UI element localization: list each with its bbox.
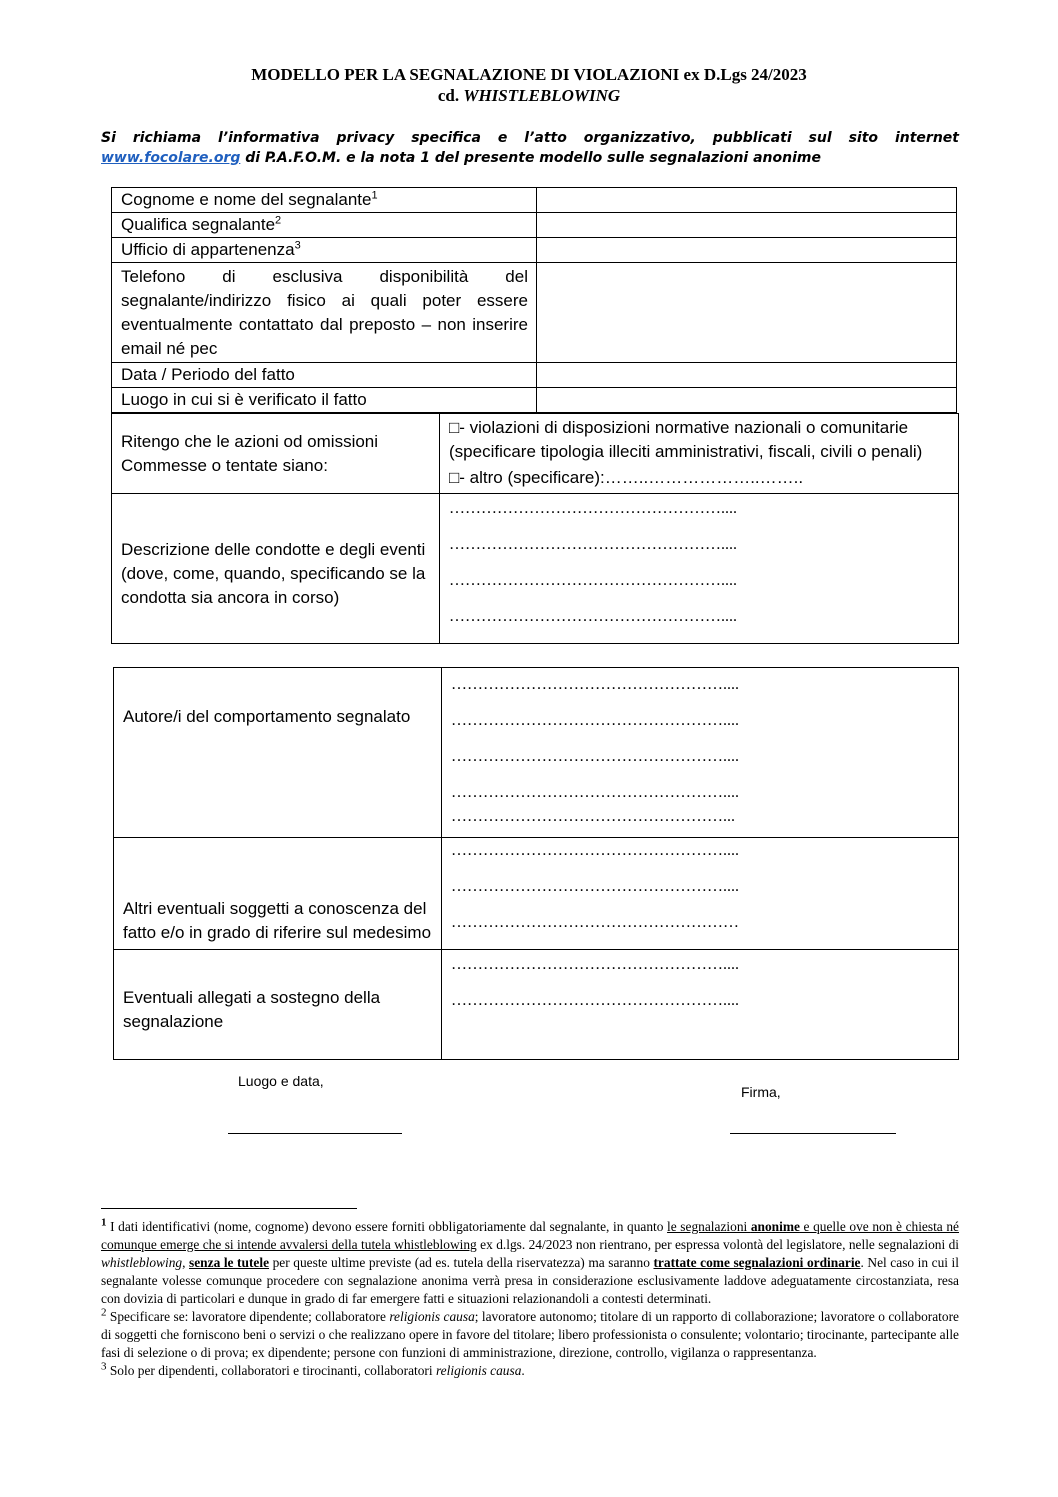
field-date[interactable] bbox=[537, 363, 957, 388]
privacy-notice-line-1: Si richiama l’informativa privacy specifica e l’atto organizzativo, pubblicati sul sito internet bbox=[101, 130, 959, 146]
signature-label: Firma, bbox=[741, 1084, 781, 1100]
row-description bbox=[112, 494, 959, 644]
title-line-1: MODELLO PER LA SEGNALAZIONE DI VIOLAZIONI ex D.Lgs 24/2023 bbox=[251, 65, 807, 84]
privacy-notice bbox=[101, 128, 959, 168]
field-place[interactable] bbox=[537, 388, 957, 413]
place-date-label: Luogo e data, bbox=[238, 1073, 324, 1089]
row-actions bbox=[112, 414, 959, 494]
footnote-3: $^3$ Solo per dipendenti, collaboratori e tirocinanti, collaboratori religionis causa. bbox=[101, 1360, 525, 1378]
row-date bbox=[112, 363, 957, 388]
row-reporter-role bbox=[112, 213, 957, 238]
label-author: Autore/i del comportamento segnalato bbox=[114, 668, 442, 838]
row-contact bbox=[112, 263, 957, 363]
option-other-checkbox[interactable]: □- altro (specificare):……..………………..…….. bbox=[449, 468, 804, 487]
row-office bbox=[112, 238, 957, 263]
reporter-info-table bbox=[111, 187, 957, 413]
field-contact[interactable] bbox=[537, 263, 957, 363]
violation-options bbox=[440, 414, 959, 494]
label-reporter-name: Cognome e nome del segnalante$^1$ bbox=[112, 188, 537, 213]
website-link[interactable]: www.focolare.org bbox=[101, 150, 241, 166]
label-others: Altri eventuali soggetti a conoscenza del fatto e/o in grado di riferire sul medesimo bbox=[114, 838, 442, 950]
row-others bbox=[114, 838, 959, 950]
label-reporter-role: Qualifica segnalante$^2$ bbox=[112, 213, 537, 238]
row-reporter-name bbox=[112, 188, 957, 213]
label-contact: Telefono di esclusiva disponibilità del segnalante/indirizzo fisico ai quali poter essere eventualmente contattato dal preposto – non inserire email né pec bbox=[112, 263, 537, 363]
label-actions: Ritengo che le azioni od omissioni Commesse o tentate siano: bbox=[112, 414, 440, 494]
field-others[interactable]: …………………………………………….... …………………………………………….... ……………………………………………… bbox=[442, 838, 959, 950]
document-title bbox=[0, 64, 1058, 106]
field-author[interactable]: …………………………………………….... …………………………………………….... …………………………………………….... …………………………………………….... ……………………………………………... bbox=[442, 668, 959, 838]
footnotes bbox=[101, 1218, 959, 1380]
row-place bbox=[112, 388, 957, 413]
label-office: Ufficio di appartenenza$^3$ bbox=[112, 238, 537, 263]
label-attachments: Eventuali allegati a sostegno della segnalazione bbox=[114, 950, 442, 1060]
footnote-1: $^1$ I dati identificativi (nome, cognome) devono essere forniti obbligatoriamente dal segnalante, in quanto le segnalazioni anonime e quelle ove non è chiesta né comunque emerge che si intende avvalersi della tutela whistleblowing ex d.lgs. 24/2023 non rientrano, per espressa volontà del legislatore, nelle segnalazioni di whistleblowing, senza le tutele per queste ultime previste (ad es. tutela della riservatezza) ma saranno trattate come segnalazioni ordinarie. Nel caso in cui il segnalante volesse comunque procedere con segnalazione anonima verrà presa in considerazione esclusivamente laddove adeguatamente circostanziata, resa con dovizia di particolari e dunque in grado di far emergere fatti e situazioni relazionandoli a contesti determinati. bbox=[101, 1216, 960, 1306]
field-office[interactable] bbox=[537, 238, 957, 263]
violation-table bbox=[111, 413, 959, 644]
field-description[interactable]: …………………………………………….... …………………………………………….... …………………………………………….... …………………………………………….... bbox=[440, 494, 959, 644]
place-date-line[interactable] bbox=[228, 1133, 402, 1134]
privacy-notice-line-2: www.focolare.org di P.A.F.O.M. e la nota 1 del presente modello sulle segnalazioni anonime bbox=[101, 150, 821, 166]
signature-line[interactable] bbox=[730, 1133, 896, 1134]
title-line-2: cd. WHISTLEBLOWING bbox=[437, 86, 621, 105]
persons-table bbox=[113, 667, 959, 1060]
footnote-separator bbox=[101, 1208, 357, 1209]
field-reporter-role[interactable] bbox=[537, 213, 957, 238]
field-attachments[interactable]: …………………………………………….... …………………………………………….... bbox=[442, 950, 959, 1060]
label-date: Data / Periodo del fatto bbox=[112, 363, 537, 388]
row-attachments bbox=[114, 950, 959, 1060]
label-description: Descrizione delle condotte e degli eventi (dove, come, quando, specificando se la condotta sia ancora in corso) bbox=[112, 494, 440, 644]
label-place: Luogo in cui si è verificato il fatto bbox=[112, 388, 537, 413]
field-reporter-name[interactable] bbox=[537, 188, 957, 213]
row-author bbox=[114, 668, 959, 838]
footnote-2: $^2$ Specificare se: lavoratore dipendente; collaboratore religionis causa; lavoratore autonomo; titolare di un rapporto di collaborazione; lavoratore o collaboratore di soggetti che forniscono beni o servizi o che realizzano opere in favore del titolare; libero professionista o consulente; volontario; tirocinante, partecipante alle fasi di selezione o di prova; ex dipendente; persone con funzioni di amministrazione, direzione, controllo, vigilanza o rappresentanza. bbox=[101, 1306, 959, 1360]
option-violation-checkbox[interactable]: □- violazioni di disposizioni normative nazionali o comunitarie (specificare tipologia illeciti amministrativi, fiscali, civili o penali) bbox=[449, 418, 923, 461]
